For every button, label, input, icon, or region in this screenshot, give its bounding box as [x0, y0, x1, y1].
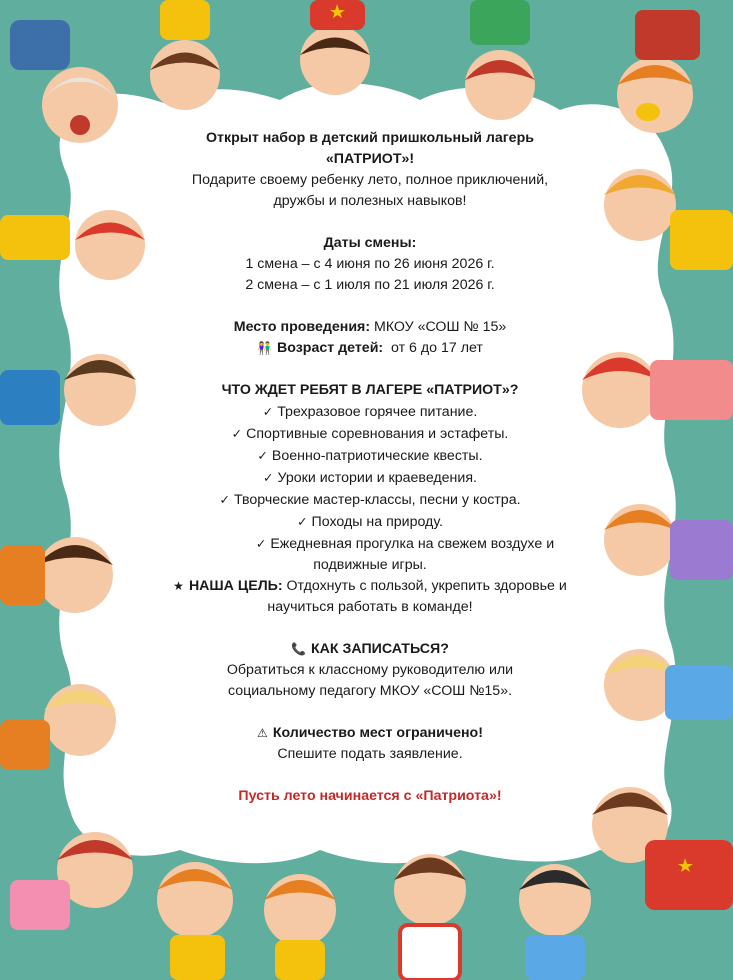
checkmark-icon: ✓ — [257, 448, 268, 463]
kid-top-1 — [10, 20, 118, 143]
list-item: ✓ Спортивные соревнования и эстафеты. — [231, 426, 509, 442]
intro-line-2: дружбы и полезных навыков! — [273, 193, 467, 209]
list-item: ✓ Ежедневная прогулка на свежем воздухе и — [255, 536, 555, 552]
list-item: ✓ Творческие мастер-классы, песни у костра. — [219, 492, 521, 508]
kid-left-3 — [0, 537, 113, 613]
checkmark-icon: ✓ — [231, 426, 243, 441]
goal-label: НАША ЦЕЛЬ: — [188, 578, 283, 594]
age-value: от 6 до 17 лет — [383, 340, 483, 356]
signup-heading-line — [150, 639, 590, 660]
title-line-2: «ПАТРИОТ»! — [325, 151, 415, 167]
title-line-1: Открыт набор в детский пришкольный лагерь — [206, 130, 534, 146]
intro-line-1: Подарите своему ребенку лето, полное приключений, — [191, 172, 549, 188]
kid-top-4 — [465, 0, 535, 120]
kid-bottom-2 — [264, 874, 336, 980]
kid-bottom-4 — [519, 864, 591, 980]
checkmark-icon: ✓ — [219, 492, 230, 507]
venue-value: МКОУ «СОШ № 15» — [370, 319, 507, 335]
signup-line-2: социальному педагогу МКОУ «СОШ №15». — [227, 683, 513, 699]
program-heading: ЧТО ЖДЕТ РЕБЯТ В ЛАГЕРЕ «ПАТРИОТ»? — [221, 382, 519, 398]
warning-icon: ⚠ — [257, 726, 268, 740]
kid-right-5 — [592, 787, 733, 910]
shift-1: 1 смена – с 4 июня по 26 июня 2026 г. — [245, 256, 495, 272]
checkmark-icon: ✓ — [297, 514, 308, 529]
signup-heading: КАК ЗАПИСАТЬСЯ? — [311, 641, 449, 657]
limited-heading: Количество мест ограничено! — [272, 725, 483, 741]
list-item: ✓ Трехразовое горячее питание. — [262, 404, 478, 420]
goal-text-1: Отдохнуть с пользой, укрепить здоровье и — [282, 578, 567, 594]
kid-top-5 — [617, 10, 700, 133]
closing-slogan: Пусть лето начинается с «Патриота»! — [238, 788, 502, 804]
list-item-continuation: подвижные игры. — [313, 557, 427, 573]
goal-line-1 — [150, 576, 590, 597]
kid-left-5 — [10, 832, 133, 930]
phone-icon: 📞 — [291, 642, 307, 656]
list-item: ✓ Уроки истории и краеведения. — [263, 470, 477, 486]
kid-top-2 — [150, 0, 220, 110]
star-icon: ★ — [173, 579, 184, 593]
limited-line: Спешите подать заявление. — [277, 746, 463, 762]
kid-top-3 — [300, 0, 370, 95]
venue-label: Место проведения: — [233, 319, 371, 335]
announcement-text — [150, 128, 590, 807]
limited-heading-line — [150, 723, 590, 744]
program-list — [150, 401, 590, 576]
checkmark-icon: ✓ — [255, 536, 267, 551]
checkmark-icon: ✓ — [262, 404, 274, 419]
age-line — [150, 338, 590, 359]
goal-line-2: научиться работать в команде! — [267, 599, 473, 615]
kid-bottom-1 — [157, 862, 233, 980]
shift-2: 2 смена – с 1 июля по 21 июля 2026 г. — [245, 277, 495, 293]
kid-bottom-3 — [394, 854, 466, 980]
list-item: ✓ Походы на природу. — [297, 514, 443, 530]
checkmark-icon: ✓ — [263, 470, 274, 485]
kid-right-2 — [582, 352, 733, 428]
dates-heading: Даты смены: — [323, 235, 417, 251]
venue-line — [150, 317, 590, 338]
signup-line-1: Обратиться к классному руководителю или — [226, 662, 514, 678]
people-icon: 👫 — [257, 341, 273, 355]
age-label: Возраст детей: — [277, 340, 384, 356]
list-item: ✓ Военно-патриотические квесты. — [257, 448, 483, 464]
